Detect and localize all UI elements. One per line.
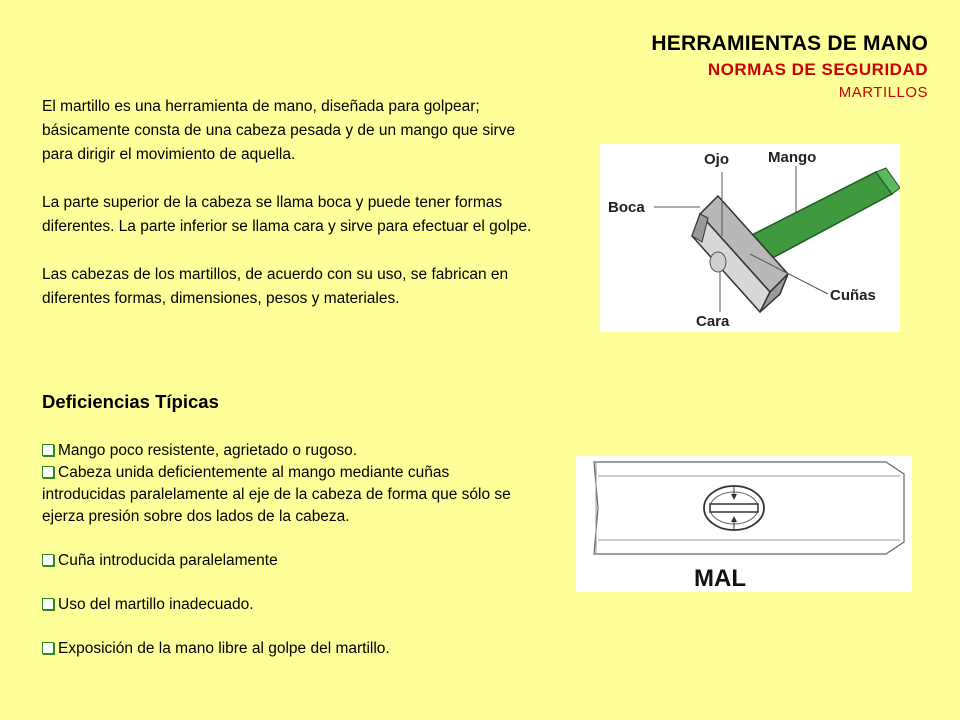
intro-paragraph: La parte superior de la cabeza se llama boca y puede tener formas diferentes. La parte inferior se llama cara y sirve para efectuar el golpe. — [42, 194, 532, 235]
list-item-text: Exposición de la mano libre al golpe del martillo. — [58, 640, 390, 657]
list-item-text: Cuña introducida paralelamente — [58, 552, 278, 569]
intro-paragraph: El martillo es una herramienta de mano, diseñada para golpear; básicamente consta de una cabeza pesada y de un mango que sirve para dirigir el movimiento de aquella. — [42, 98, 516, 163]
label-mango: Mango — [768, 149, 817, 166]
page-title: HERRAMIENTAS DE MANO — [651, 32, 928, 55]
list-item-text: Cabeza unida deficientemente al mango mediante cuñas introducidas paralelamente al eje de la cabeza de forma que sólo se ejerza presión sobre dos lados de la cabeza. — [42, 464, 511, 525]
checkbox-bullet-icon — [42, 466, 54, 478]
list-item-text: Mango poco resistente, agrietado o rugoso. — [58, 442, 357, 459]
deficiencias-list — [42, 440, 517, 660]
list-item — [42, 550, 517, 572]
list-item-text: Uso del martillo inadecuado. — [58, 596, 254, 613]
hammer-eye-shape — [710, 252, 726, 272]
intro-text — [42, 95, 542, 335]
list-item — [42, 594, 517, 616]
checkbox-bullet-icon — [42, 642, 54, 654]
checkbox-bullet-icon — [42, 444, 54, 456]
label-mal: MAL — [694, 565, 746, 592]
deficiencias-heading: Deficiencias Típicas — [42, 391, 219, 412]
label-cara: Cara — [696, 313, 730, 330]
list-item — [42, 638, 517, 660]
wrong-wedge-diagram — [576, 456, 912, 592]
wedge-shape — [710, 504, 758, 512]
page-subtitle: NORMAS DE SEGURIDAD — [707, 60, 928, 79]
label-cunas: Cuñas — [830, 287, 876, 304]
checkbox-bullet-icon — [42, 598, 54, 610]
section-label: MARTILLOS — [838, 84, 928, 101]
wrong-wedge-svg — [576, 456, 912, 592]
intro-paragraph: Las cabezas de los martillos, de acuerdo con su uso, se fabrican en diferentes formas, dimensiones, pesos y materiales. — [42, 266, 509, 307]
label-boca: Boca — [608, 199, 645, 216]
list-item — [42, 440, 517, 462]
header — [651, 32, 928, 101]
hammer-parts-diagram — [600, 144, 900, 332]
label-ojo: Ojo — [704, 151, 729, 168]
list-item — [42, 462, 517, 528]
hammer-parts-svg — [600, 144, 900, 332]
checkbox-bullet-icon — [42, 554, 54, 566]
